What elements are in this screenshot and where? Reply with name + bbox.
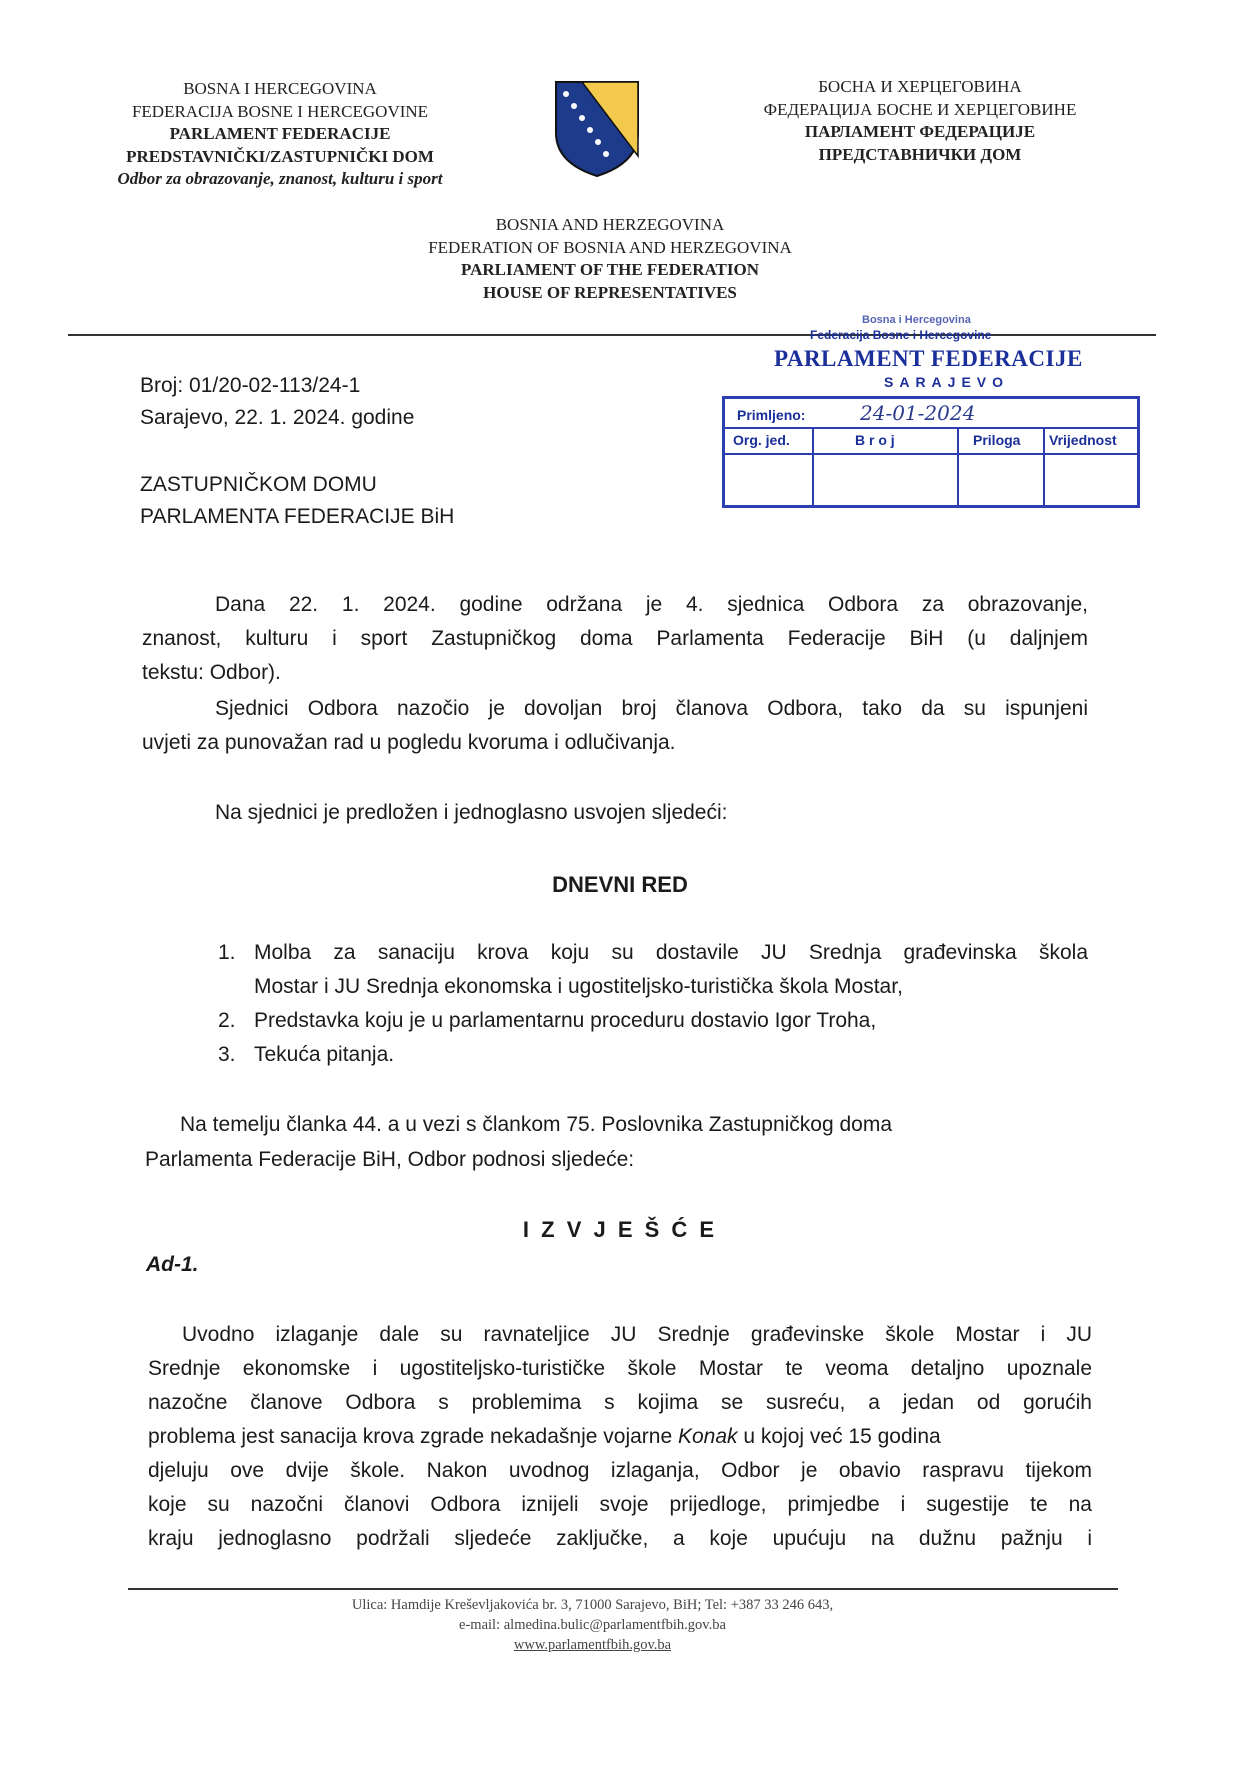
header-left-house: PREDSTAVNIČKI/ZASTUPNIČKI DOM — [126, 146, 434, 166]
footer-address: Ulica: Hamdije Kreševljakovića br. 3, 71000 Sarajevo, BiH; Tel: +387 33 246 643, — [351, 1597, 834, 1613]
agenda-item — [218, 1038, 1088, 1072]
p5-line-1: Uvodno izlaganje dale su ravnateljice JU Srednje građevinske škole Mostar i JU — [182, 1323, 1092, 1346]
header-right-country: БОСНА И ХЕРЦЕГОВИНА — [818, 77, 1022, 96]
agenda-item — [218, 936, 1088, 1004]
stamp-box — [722, 396, 1140, 508]
footer-email: e-mail: almedina.bulic@parlamentfbih.gov.ba — [459, 1617, 726, 1633]
stamp-header-line — [725, 453, 1137, 455]
stamp-col-value: Vrijednost — [1049, 432, 1117, 448]
received-stamp — [722, 312, 1142, 517]
agenda-item-text: Tekuća pitanja. — [254, 1043, 395, 1066]
document-date: Sarajevo, 22. 1. 2024. godine — [140, 406, 415, 429]
header-right — [720, 76, 1120, 166]
header-left-committee: Odbor za obrazovanje, znanost, kulturu i sport — [117, 169, 443, 188]
p1-line-2: znanost, kulturu i sport Zastupničkog doma Parlamenta Federacije BiH (u daljnjem — [142, 627, 1088, 650]
footer — [150, 1595, 1035, 1655]
stamp-col-number: B r o j — [855, 432, 895, 448]
stamp-row-line — [725, 427, 1137, 429]
p1-line-3: tekstu: Odbor). — [142, 661, 281, 684]
agenda-item-number: 3. — [218, 1043, 236, 1066]
stamp-col-line-1 — [812, 429, 814, 505]
agenda-item — [218, 1004, 1088, 1038]
report-title: I Z V J E Š Ć E — [522, 1217, 718, 1242]
p2-line-1: Sjednici Odbora nazočio je dovoljan broj članova Odbora, tako da su ispunjeni — [215, 697, 1088, 720]
header-left — [70, 78, 490, 191]
header-right-parliament: ПАРЛАМЕНТ ФЕДЕРАЦИЈЕ — [804, 122, 1036, 141]
stamp-title: PARLAMENT FEDERACIJE — [774, 346, 1083, 371]
agenda-list — [218, 936, 1088, 1072]
stamp-country: Bosna i Hercegovina — [862, 314, 971, 326]
p5-line-4a: problema jest sanacija krova zgrade nekadašnje vojarne — [148, 1425, 678, 1448]
header-center-federation: FEDERATION OF BOSNIA AND HERZEGOVINA — [428, 237, 792, 257]
p2-line-2: uvjeti za punovažan rad u pogledu kvoruma i odlučivanja. — [142, 731, 676, 754]
header-center-parliament: PARLIAMENT OF THE FEDERATION — [460, 260, 759, 279]
p5-line-7: kraju jednoglasno podržali sljedeće zaključke, a koje upućuju na dužnu pažnju i — [148, 1527, 1092, 1550]
p5-line-3: nazočne članove Odbora s problemima s kojima se susreću, a jedan od gorućih — [148, 1391, 1092, 1414]
header-left-parliament: PARLAMENT FEDERACIJE — [169, 124, 391, 143]
agenda-item-text: Predstavka koju je u parlamentarnu proceduru dostavio Igor Troha, — [254, 1009, 877, 1032]
stamp-col-line-3 — [1043, 429, 1045, 505]
stamp-received-date: 24-01-2024 — [860, 401, 976, 425]
p5-line-2: Srednje ekonomske i ugostiteljsko-turističke škole Mostar te veoma detaljno upoznale — [148, 1357, 1092, 1380]
p5-line-6: koje su nazočni članovi Odbora iznijeli svoje prijedloge, primjedbe i sugestije te na — [148, 1493, 1092, 1516]
header-left-federation: FEDERACIJA BOSNE I HERCEGOVINE — [131, 101, 429, 121]
recipient-line-2: PARLAMENTA FEDERACIJE BiH — [140, 505, 455, 528]
p5-line-4 — [148, 1420, 1092, 1454]
p5-line-4c: u kojoj već 15 godina — [737, 1425, 941, 1448]
p1-line-1: Dana 22. 1. 2024. godine održana je 4. sjednica Odbora za obrazovanje, — [215, 593, 1088, 616]
document-number: Broj: 01/20-02-113/24-1 — [140, 374, 361, 397]
recipient-line-1: ZASTUPNIČKOM DOMU — [140, 473, 377, 496]
header-right-house: ПРЕДСТАВНИЧКИ ДОМ — [818, 144, 1022, 164]
header-center-house: HOUSE OF REPRESENTATIVES — [483, 282, 737, 302]
p3: Na sjednici je predložen i jednoglasno usvojen sljedeći: — [215, 801, 728, 824]
header-right-federation: ФЕДЕРАЦИЈА БОСНЕ И ХЕРЦЕГОВИНЕ — [763, 99, 1077, 119]
coat-of-arms-icon — [552, 78, 642, 178]
p5-line-5: djeluju ove dvije škole. Nakon uvodnog izlaganja, Odbor je obavio raspravu tijekom — [148, 1459, 1092, 1482]
stamp-city: SARAJEVO — [884, 374, 1010, 390]
stamp-received-label: Primljeno: — [737, 407, 806, 423]
stamp-col-org: Org. jed. — [733, 432, 790, 448]
agenda-item-text-2: Mostar i JU Srednja ekonomska i ugostiteljsko-turistička škola Mostar, — [254, 975, 903, 998]
footer-website-link[interactable]: www.parlamentfbih.gov.ba — [513, 1637, 672, 1653]
stamp-col-line-2 — [957, 429, 959, 505]
stamp-col-attachments: Priloga — [973, 432, 1021, 448]
p4-line-2: Parlamenta Federacije BiH, Odbor podnosi sljedeće: — [145, 1148, 635, 1171]
agenda-item-number: 1. — [218, 941, 236, 964]
p5-line-4-konak: Konak — [677, 1425, 738, 1448]
header-left-country: BOSNA I HERCEGOVINA — [183, 79, 377, 98]
p4-line-1: Na temelju članka 44. a u vezi s člankom 75. Poslovnika Zastupničkog doma — [180, 1113, 893, 1136]
header-center-country: BOSNIA AND HERZEGOVINA — [495, 215, 725, 234]
agenda-item-text-1: Molba za sanaciju krova koju su dostavile JU Srednja građevinska škola — [254, 941, 1088, 964]
agenda-title: DNEVNI RED — [552, 872, 688, 897]
footer-divider — [128, 1588, 1118, 1590]
header-center — [345, 214, 875, 304]
agenda-item-number: 2. — [218, 1009, 236, 1032]
ad1-heading: Ad-1. — [146, 1253, 199, 1276]
stamp-federation: Federacija Bosne i Hercegovine — [810, 328, 992, 342]
